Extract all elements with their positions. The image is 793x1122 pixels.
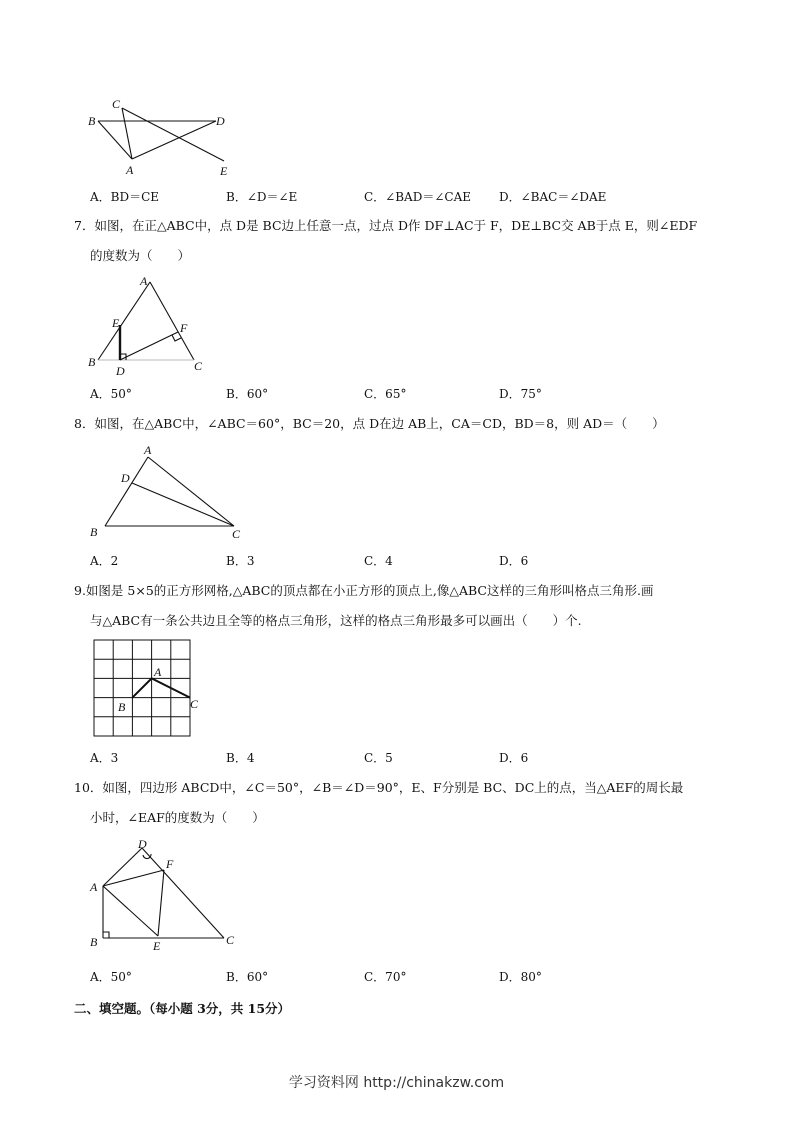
q7-label-a: A xyxy=(140,274,148,288)
q9-option-a: A．3 xyxy=(90,751,119,765)
q8-stem-line1: 8．如图，在△ABC中，∠ABC＝60°，BC＝20，点 D在边 AB上，CA＝CD，BD＝8，则 AD＝（ ） xyxy=(74,416,665,431)
q7-label-b: B xyxy=(88,355,96,369)
q9-label-a: A xyxy=(154,665,162,679)
q9-stem-line1: 9.如图是 5×5的正方形网格,△ABC的顶点都在小正方形的顶点上,像△ABC这样的三角形叫格点三角形.画 xyxy=(74,583,654,598)
q6-label-a: A xyxy=(126,163,134,177)
page-footer: 学习资料网 http://chinakzw.com xyxy=(288,1075,505,1091)
q9-label-b: B xyxy=(118,700,126,714)
q9-stem-line2: 与△ABC有一条公共边且全等的格点三角形，这样的格点三角形最多可以画出（ ）个. xyxy=(90,613,582,628)
q7-stem-line1: 7．如图，在正△ABC中，点 D是 BC边上任意一点，过点 D作 DF⊥AC于 F，DE⊥BC交 AB于点 E，则∠EDF xyxy=(74,218,698,233)
q9-option-c: C．5 xyxy=(364,751,393,765)
q10-label-a: A xyxy=(90,880,98,894)
q10-label-b: B xyxy=(90,935,98,949)
q6-label-c: C xyxy=(112,97,121,111)
q9-grid-figure xyxy=(86,636,212,740)
q8-label-c: C xyxy=(232,527,241,541)
q6-option-d: D．∠BAC＝∠DAE xyxy=(499,190,607,204)
q7-label-d: D xyxy=(116,364,125,377)
q10-label-d: D xyxy=(138,837,147,851)
q8-label-b: B xyxy=(90,525,98,539)
q8-option-a: A．2 xyxy=(90,554,119,568)
q10-label-f: F xyxy=(166,857,174,871)
q6-label-d: D xyxy=(216,114,225,128)
section-heading-fill-in: 二、填空题。（每小题 3分，共 15分） xyxy=(74,1001,291,1016)
q8-option-c: C．4 xyxy=(364,554,393,568)
q6-option-a: A．BD＝CE xyxy=(90,190,160,204)
q7-option-b: B．60° xyxy=(226,387,269,401)
q10-option-d: D．80° xyxy=(499,970,542,984)
q8-label-a: A xyxy=(144,443,152,457)
q10-option-a: A．50° xyxy=(90,970,132,984)
q7-stem-line2: 的度数为（ ） xyxy=(90,248,191,263)
q10-option-b: B．60° xyxy=(226,970,269,984)
q8-figure xyxy=(86,440,256,544)
q6-option-c: C．∠BAD＝∠CAE xyxy=(364,190,472,204)
q7-option-a: A．50° xyxy=(90,387,132,401)
q10-stem-line2: 小时，∠EAF的度数为（ ） xyxy=(90,810,265,825)
q10-figure xyxy=(86,836,246,954)
q10-stem-line1: 10．如图，四边形 ABCD中，∠C＝50°，∠B＝∠D＝90°，E、F分别是 BC、DC上的点，当△AEF的周长最 xyxy=(74,780,684,795)
q7-option-d: D．75° xyxy=(499,387,542,401)
q7-figure xyxy=(86,272,216,377)
q8-option-b: B．3 xyxy=(226,554,255,568)
q7-option-c: C．65° xyxy=(364,387,407,401)
q9-label-c: C xyxy=(190,697,199,711)
q7-label-f: F xyxy=(180,321,188,335)
q6-label-e: E xyxy=(220,164,228,178)
q9-option-b: B．4 xyxy=(226,751,255,765)
q6-label-b: B xyxy=(88,114,96,128)
q10-option-c: C．70° xyxy=(364,970,407,984)
q8-option-d: D．6 xyxy=(499,554,529,568)
q7-label-c: C xyxy=(194,359,203,373)
q8-label-d: D xyxy=(121,471,130,485)
q9-option-d: D．6 xyxy=(499,751,529,765)
q7-label-e: E xyxy=(112,316,120,330)
q10-label-c: C xyxy=(226,933,235,947)
q10-label-e: E xyxy=(153,939,161,953)
q6-option-b: B．∠D＝∠E xyxy=(226,190,298,204)
q6-figure xyxy=(86,95,246,183)
